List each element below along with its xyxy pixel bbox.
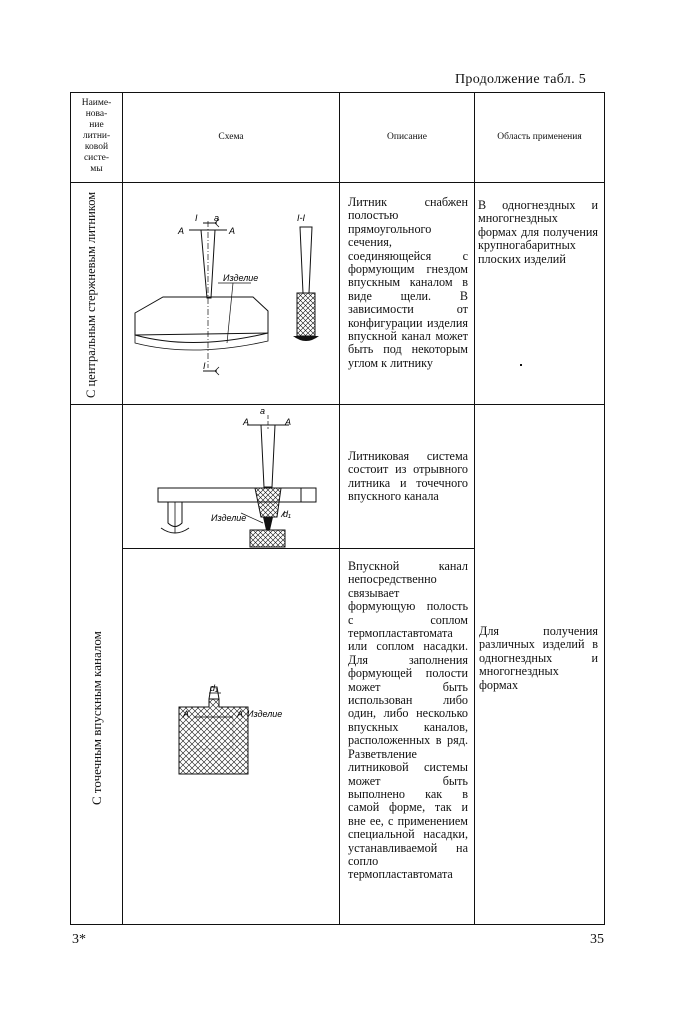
mold-part (135, 297, 268, 335)
label-part-2: Изделие (211, 513, 247, 523)
row2-name: С точечным впускным каналом (89, 631, 104, 805)
label-d1-3: d₁ (210, 683, 218, 693)
mold-plate (158, 488, 316, 502)
footer-signature: 3* (72, 932, 86, 947)
header-name: Наиме- нова- ние литни- ковой систе- мы (81, 98, 112, 174)
label-A-left-2: A (243, 417, 250, 427)
dot-mark (520, 364, 522, 366)
row2b-scheme (123, 549, 339, 924)
row1-application: В одногнездных и многогнездных формах для получения крупногабаритных плоских изделий (478, 198, 598, 266)
table-border-top (70, 92, 605, 93)
col-divider-3 (474, 92, 475, 924)
label-A-right-3: A (237, 709, 244, 719)
header-scheme: Схема (218, 132, 244, 142)
table-border-left (70, 92, 71, 924)
label-part: Изделие (223, 273, 259, 283)
header-application: Область применения (497, 132, 582, 142)
label-A-right-2: A (285, 417, 292, 427)
label-a: a (214, 213, 220, 223)
label-d1-2: d₁ (283, 509, 291, 519)
table-border-bottom (70, 924, 605, 925)
col-divider-2 (339, 92, 340, 924)
row2a-scheme (123, 405, 339, 548)
table-caption: Продолжение табл. 5 (455, 72, 586, 87)
row2b-description: Впускной канал непосредственно связывает формующую полость с соплом термопластавтомата или соплом насадки. Для заполнения формующей полости может быть использован либо один, либо несколько впускных каналов, расположенных в ряд. Разветвление литниковой системы может быть выполнено как в самой форме, так и вне ее, с применением специальной насадки, устанавливаемой на сопло термопластавтомата (348, 559, 468, 882)
label-part-3: Изделие (247, 709, 283, 719)
label-A-right: A (229, 226, 236, 236)
label-a-2: a (260, 406, 266, 416)
label-I-bottom: I (203, 361, 206, 371)
label-section: I-I (297, 213, 305, 223)
page-number: 35 (590, 932, 604, 947)
row2-application: Для получения различных изделий в одногнездных и многогнездных формах (479, 624, 598, 692)
header-description: Описание (387, 132, 427, 142)
row1-scheme (123, 183, 339, 404)
row1-name: С центральным стержневым литником (84, 191, 98, 398)
label-I-top: I (195, 213, 198, 223)
section-view (300, 227, 312, 293)
label-A-left-3: A (183, 709, 190, 719)
table-border-right (604, 92, 605, 924)
row1-description: Литник снабжен полостью прямоугольного сечения, соединяющейся с формующим гнездом впускным каналом в виде щели. В зависимости от конфигурации изделия впускной канал может быть под некоторым углом к литнику (348, 195, 468, 370)
row2a-description: Литниковая система состоит из отрывного литника и точечного впускного канала (348, 449, 468, 504)
label-A-left: A (178, 226, 185, 236)
sprue-2 (261, 425, 275, 487)
